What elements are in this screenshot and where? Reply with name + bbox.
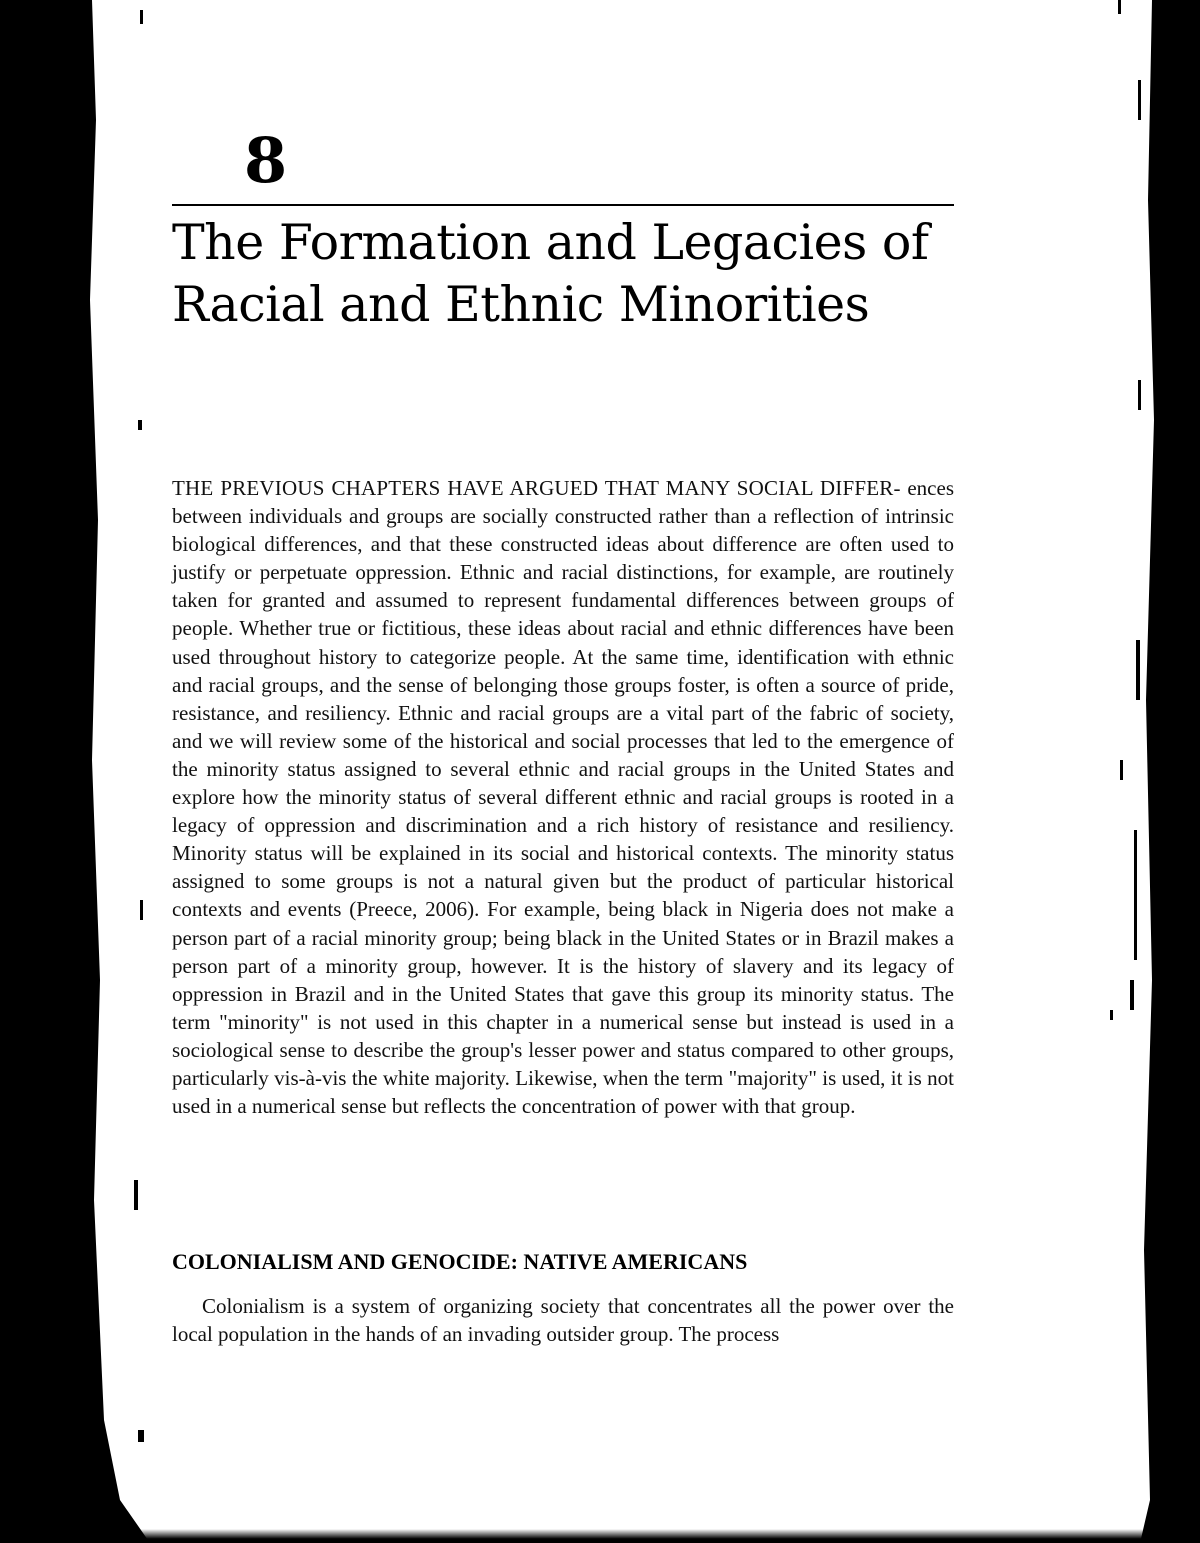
scan-edge-right xyxy=(1090,0,1200,1543)
chapter-title: The Formation and Legacies of Racial and Ethnic Minorities xyxy=(172,214,929,333)
chapter-rule xyxy=(172,204,954,206)
scan-bottom-shadow xyxy=(0,1529,1200,1543)
intro-lead-caps: THE PREVIOUS CHAPTERS HAVE ARGUED THAT MANY SOCIAL DIFFER- xyxy=(172,476,901,500)
intro-text: ences between individuals and groups are socially constructed rather than a reflection of intrinsic biological differences, and that these constructed ideas about difference are often used to justify or perpetuate oppression. Ethnic and racial distinctions, for example, are routinely taken for granted and assumed to represent fundamental differences between groups of people. Whether true or fictitious, these ideas about racial and ethnic differences have been used throughout history to categorize people. At the same time, identification with ethnic and racial groups, and the sense of belonging those groups foster, is often a source of pride, resistance, and resiliency. Ethnic and racial groups are a vital part of the fabric of society, and we will review some of the historical and social processes that led to the emergence of the minority status assigned to several ethnic and racial groups in the United States and explore how the minority status of several different ethnic and racial groups is rooted in a legacy of oppression and discrimination and a rich history of resistance and resiliency. Minority status will be explained in its social and historical contexts. The minority status assigned to some groups is not a natural given but the product of particular historical contexts and events (Preece, 2006). For example, being black in Nigeria does not make a person part of a racial minority group; being black in the United States or in Brazil makes a person part of a minority group, however. It is the history of slavery and its legacy of oppression in Brazil and in the United States that gave this group its minority status. The term "minority" is not used in this chapter in a numerical sense but instead is used in a sociological sense to describe the group's lesser power and status compared to other groups, particularly vis-à-vis the white majority. Likewise, when the term "majority" is used, it is not used in a numerical sense but reflects the concentration of power with that group. xyxy=(172,476,954,1119)
section-heading: COLONIALISM AND GENOCIDE: NATIVE AMERICANS xyxy=(172,1249,748,1274)
scan-edge-left xyxy=(0,0,150,1543)
chapter-number: 8 xyxy=(244,124,288,197)
intro-paragraph xyxy=(172,474,954,1120)
section-paragraph: Colonialism is a system of organizing society that concentrates all the power over the local population in the hands of an invading outsider group. The process xyxy=(172,1294,954,1347)
